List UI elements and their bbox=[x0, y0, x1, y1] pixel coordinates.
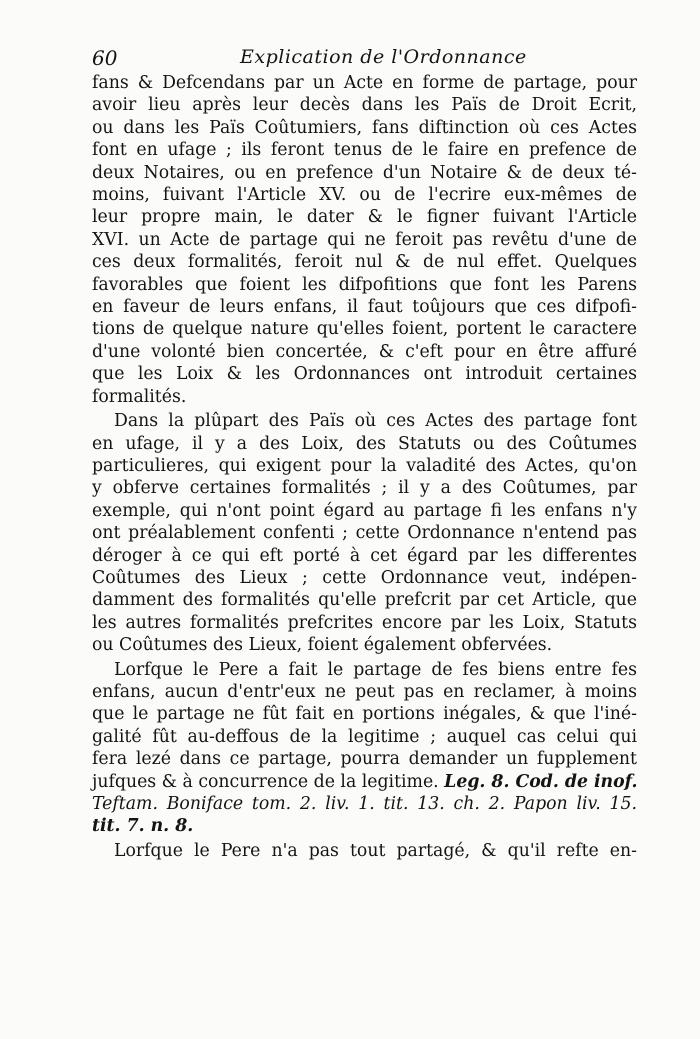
text-line: Lorfque le Pere a fait le partage de fes biens entre fes bbox=[114, 659, 637, 680]
page-header bbox=[92, 46, 632, 70]
text-line: Dans la plûpart des Païs où ces Actes des partage font bbox=[114, 411, 637, 432]
paragraph-3 bbox=[92, 659, 637, 838]
text-line: ces deux formalités, feroit nul & de nul effet. Quelques bbox=[92, 252, 637, 273]
text-line: deux Notaires, ou en prefence d'un Notaire & de deux té- bbox=[92, 162, 637, 183]
page-number: 60 bbox=[92, 46, 118, 70]
text-line: ont préalablement confenti ; cette Ordonnance n'entend pas bbox=[92, 523, 637, 544]
text-line: y obferve certaines formalités ; il y a des Coûtumes, par bbox=[92, 478, 637, 499]
text-line: leur propre main, le dater & le figner fuivant l'Article bbox=[92, 207, 637, 228]
citation-line: tit. 7. n. 8. bbox=[92, 816, 194, 837]
text-line: ou Coûtumes des Lieux, foient également obfervées. bbox=[92, 635, 553, 656]
running-title: Explication de l'Ordonnance bbox=[240, 46, 527, 68]
text-line: exemple, qui n'ont point égard au partage fi les enfans n'y bbox=[92, 500, 637, 521]
text-line: moins, fuivant l'Article XV. ou de l'ecrire eux-mêmes de bbox=[92, 185, 637, 206]
text-line: damment des formalités qu'elle prefcrit par cet Article, que bbox=[92, 590, 637, 611]
text-line: enfans, aucun d'entr'eux ne peut pas en reclamer, à moins bbox=[92, 681, 637, 702]
text-fragment: jufques & à concurrence de la legitime. bbox=[92, 771, 439, 792]
paragraph-1 bbox=[92, 72, 637, 408]
text-line: formalités. bbox=[92, 386, 187, 407]
paragraph-4 bbox=[92, 840, 637, 862]
text-line: Lorfque le Pere n'a pas tout partagé, & qu'il refte en- bbox=[114, 840, 637, 861]
text-line: favorables que foient les difpofitions que font les Parens bbox=[92, 274, 637, 295]
text-line: en ufage, il y a des Loix, des Statuts ou des Coûtumes bbox=[92, 433, 637, 454]
text-line: avoir lieu après leur decès dans les Païs de Droit Ecrit, bbox=[92, 95, 637, 116]
text-line: XVI. un Acte de partage qui ne feroit pas revêtu d'une de bbox=[92, 229, 637, 250]
text-line: fera lezé dans ce partage, pourra demander un fupplement bbox=[92, 749, 637, 770]
paragraph-2 bbox=[92, 410, 637, 656]
citation-ref: Leg. 8. Cod. de inof. bbox=[444, 771, 638, 792]
text-line: tions de quelque nature qu'elles foient, portent le caractere bbox=[92, 319, 637, 340]
text-line: fans & Defcendans par un Acte en forme de partage, pour bbox=[92, 73, 637, 93]
text-line: Coûtumes des Lieux ; cette Ordonnance veut, indépen- bbox=[92, 567, 637, 588]
body-text bbox=[92, 72, 637, 862]
citation-line: Teftam. Boniface tom. 2. liv. 1. tit. 13. ch. 2. Papon liv. 15. bbox=[92, 794, 637, 814]
text-line: galité fût au-deffous de la legitime ; auquel cas celui qui bbox=[92, 726, 637, 747]
text-line: font en ufage ; ils feront tenus de le faire en prefence de bbox=[92, 140, 637, 161]
text-line: ou dans les Païs Coûtumiers, fans diftinction où ces Actes bbox=[92, 117, 637, 138]
text-line: en faveur de leurs enfans, il faut toûjours que ces difpofi- bbox=[92, 297, 637, 318]
text-line: déroger à ce qui eft porté à cet égard par les differentes bbox=[92, 545, 637, 566]
text-line: que le partage ne fût fait en portions inégales, & que l'iné- bbox=[92, 704, 637, 725]
text-line: les autres formalités prefcrites encore par les Loix, Statuts bbox=[92, 612, 637, 633]
text-line bbox=[92, 771, 637, 793]
text-line: particulieres, qui exigent pour la valadité des Actes, qu'on bbox=[92, 455, 637, 476]
text-line: d'une volonté bien concertée, & c'eft pour en être affuré bbox=[92, 341, 637, 362]
text-line: que les Loix & les Ordonnances ont introduit certaines bbox=[92, 364, 637, 385]
